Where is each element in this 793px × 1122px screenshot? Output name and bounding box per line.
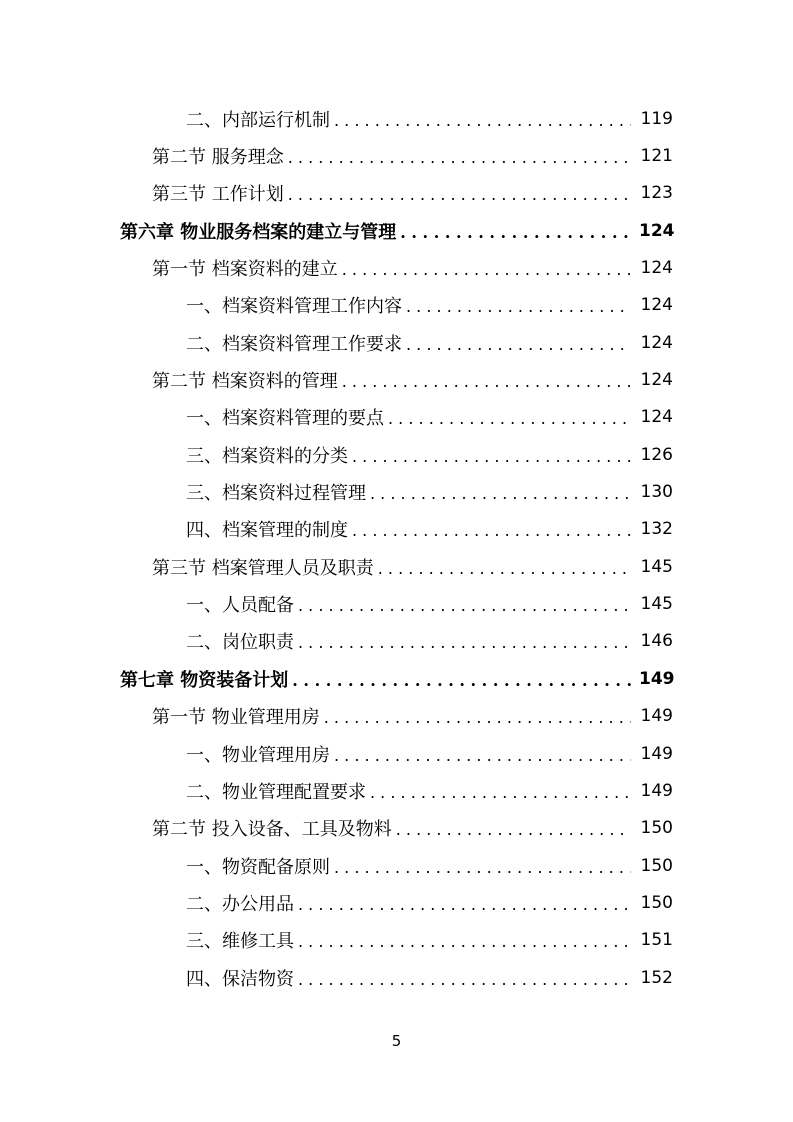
toc-entry-page: 124	[639, 220, 675, 241]
dot-leader	[298, 968, 631, 988]
toc-entry[interactable]	[152, 810, 673, 847]
toc-entry[interactable]	[186, 100, 673, 137]
dot-leader	[298, 893, 631, 913]
toc-entry[interactable]	[186, 772, 673, 809]
toc-entry-page: 150	[640, 855, 673, 876]
toc-entry[interactable]	[186, 585, 673, 622]
toc-entry-title: 第一节 物业管理用房	[152, 707, 320, 729]
toc-entry-title: 二、物业管理配置要求	[186, 781, 366, 803]
toc-entry-title: 二、档案资料管理工作要求	[186, 333, 402, 355]
dot-leader	[370, 781, 631, 801]
toc-chapter-entry[interactable]	[120, 212, 673, 249]
toc-entry-page: 124	[640, 370, 673, 391]
toc-entry[interactable]	[186, 436, 673, 473]
toc-entry-page: 124	[640, 258, 673, 279]
toc-entry-title: 第三节 档案管理人员及职责	[152, 557, 374, 579]
toc-entry-page: 149	[639, 668, 675, 689]
toc-entry-page: 124	[640, 407, 673, 428]
toc-entry[interactable]	[186, 959, 673, 996]
dot-leader	[342, 258, 631, 278]
toc-entry-title: 四、档案管理的制度	[186, 520, 348, 542]
toc-chapter-entry[interactable]	[120, 660, 673, 697]
dot-leader	[288, 183, 631, 203]
toc-entry-title: 二、岗位职责	[186, 632, 294, 654]
toc-entry-title: 第六章 物业服务档案的建立与管理	[120, 221, 397, 243]
toc-entry-page: 146	[640, 631, 673, 652]
toc-entry-page: 150	[640, 892, 673, 913]
toc-entry-page: 149	[640, 780, 673, 801]
toc-entry[interactable]	[186, 922, 673, 959]
toc-entry[interactable]	[152, 698, 673, 735]
toc-entry-page: 124	[640, 295, 673, 316]
toc-entry[interactable]	[186, 511, 673, 548]
toc-entry-title: 三、维修工具	[186, 931, 294, 953]
toc-entry-page: 145	[640, 594, 673, 615]
dot-leader	[334, 109, 631, 129]
toc-entry[interactable]	[152, 361, 673, 398]
toc-entry-title: 第一节 档案资料的建立	[152, 259, 338, 281]
toc-entry-page: 126	[640, 444, 673, 465]
dot-leader	[334, 856, 631, 876]
toc-entry[interactable]	[186, 399, 673, 436]
dot-leader	[406, 295, 631, 315]
toc-entry-title: 第二节 档案资料的管理	[152, 371, 338, 393]
toc-entry-title: 一、物业管理用房	[186, 744, 330, 766]
dot-leader	[324, 706, 631, 726]
dot-leader	[288, 146, 631, 166]
toc-entry-page: 121	[640, 146, 673, 167]
toc-entry[interactable]	[186, 287, 673, 324]
toc-entry[interactable]	[186, 847, 673, 884]
toc-entry-title: 第三节 工作计划	[152, 184, 284, 206]
toc-entry-page: 145	[640, 556, 673, 577]
dot-leader	[298, 594, 631, 614]
toc-entry-page: 149	[640, 743, 673, 764]
toc-entry-title: 二、办公用品	[186, 893, 294, 915]
toc-entry-title: 一、物资配备原则	[186, 856, 330, 878]
toc-entry-title: 三、档案资料的分类	[186, 445, 348, 467]
toc-entry-page: 149	[640, 706, 673, 727]
dot-leader	[352, 445, 631, 465]
toc-entry[interactable]	[152, 137, 673, 174]
page-number: 5	[391, 1032, 402, 1050]
toc-entry-title: 一、人员配备	[186, 595, 294, 617]
toc-entry-page: 150	[640, 818, 673, 839]
toc-entry-page: 151	[640, 930, 673, 951]
dot-leader	[292, 669, 631, 689]
toc-entry-page: 123	[640, 183, 673, 204]
toc-entry-title: 第七章 物资装备计划	[120, 669, 289, 691]
toc-entry[interactable]	[152, 249, 673, 286]
dot-leader	[406, 333, 631, 353]
dot-leader	[342, 370, 631, 390]
toc-entry-title: 一、档案资料管理的要点	[186, 408, 384, 430]
dot-leader	[378, 557, 631, 577]
toc-entry-page: 132	[640, 519, 673, 540]
toc-entry[interactable]	[152, 175, 673, 212]
toc-entry-page: 130	[640, 482, 673, 503]
toc-entry-title: 三、档案资料过程管理	[186, 483, 366, 505]
toc-entry-title: 二、内部运行机制	[186, 109, 330, 131]
toc-entry-page: 124	[640, 332, 673, 353]
dot-leader	[298, 930, 631, 950]
dot-leader	[298, 631, 631, 651]
toc-entry-page: 119	[640, 108, 673, 129]
dot-leader	[352, 519, 631, 539]
toc-entry-title: 四、保洁物资	[186, 968, 294, 990]
dot-leader	[388, 407, 631, 427]
toc-entry[interactable]	[152, 548, 673, 585]
toc-entry-title: 第二节 服务理念	[152, 147, 284, 169]
toc-entry[interactable]	[186, 473, 673, 510]
dot-leader	[396, 818, 631, 838]
toc-entry[interactable]	[186, 623, 673, 660]
toc-entry-title: 第二节 投入设备、工具及物料	[152, 819, 392, 841]
toc-entry[interactable]	[186, 884, 673, 921]
toc-entry[interactable]	[186, 324, 673, 361]
toc-entry-title: 一、档案资料管理工作内容	[186, 296, 402, 318]
toc-entry-page: 152	[640, 967, 673, 988]
toc-entry[interactable]	[186, 735, 673, 772]
dot-leader	[370, 482, 631, 502]
dot-leader	[334, 744, 631, 764]
table-of-contents	[0, 100, 793, 996]
dot-leader	[400, 221, 631, 241]
